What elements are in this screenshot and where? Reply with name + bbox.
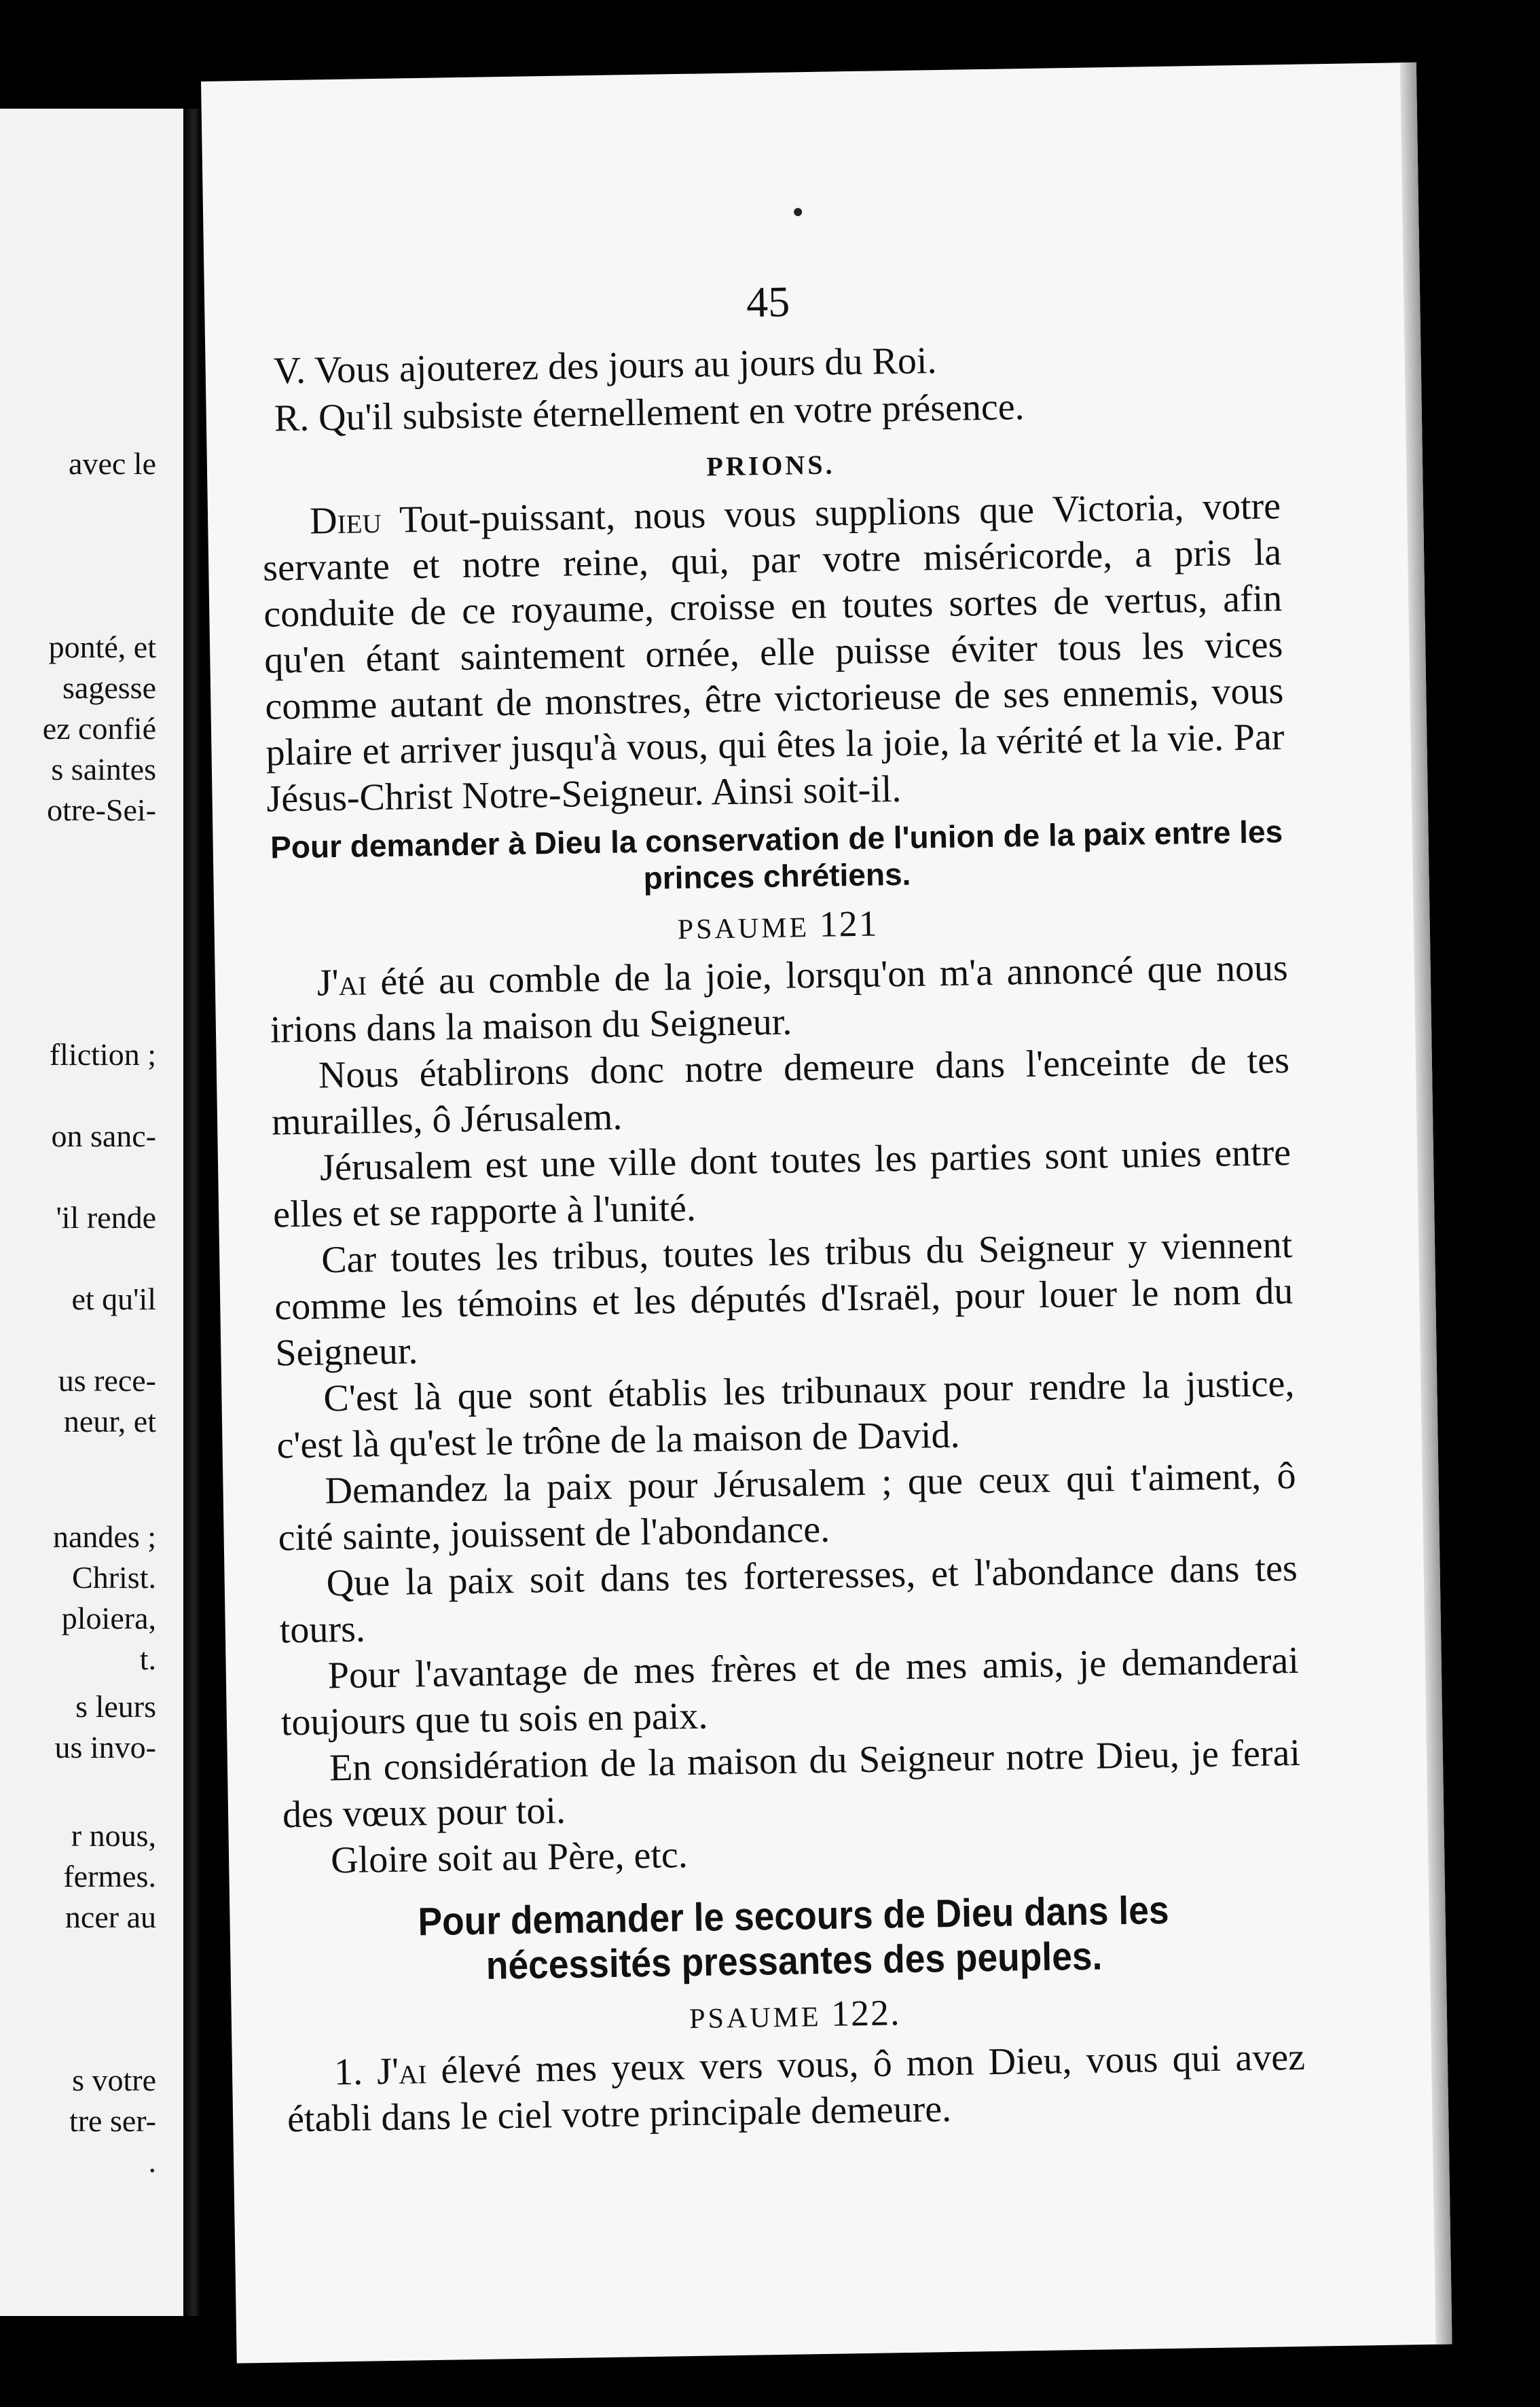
left-line: avec le <box>69 446 156 481</box>
left-line: ploiera, <box>61 1601 156 1635</box>
left-line: neur, et <box>63 1404 156 1438</box>
psalm-121-verse: C'est là que sont établis les tribunaux pour rendre la justice, c'est là qu'est le trône de la maison de David. <box>276 1362 1295 1467</box>
book-page <box>201 62 1452 2364</box>
psalm-121-verse: Car toutes les tribus, toutes les tribus du Seigneur y viennent comme les témoins et les députés d'Israël, pour louer le nom du Seigneur. <box>274 1223 1294 1375</box>
left-line: r nous, <box>71 1818 156 1853</box>
left-line: sagesse <box>62 670 156 705</box>
psalm-number: 122. <box>830 1991 901 2034</box>
prayer-lead: Dieu <box>309 499 382 543</box>
psalm-121-heading <box>268 896 1287 954</box>
left-line: et qu'il <box>71 1282 156 1316</box>
section-title-necessities: Pour demander le secours de Dieu dans les nécessités pressantes des peuples. <box>418 1887 1170 1988</box>
psalm-122-heading <box>285 1985 1304 2044</box>
book-spine <box>183 109 201 2316</box>
left-line: us invo- <box>54 1730 156 1764</box>
left-line: fliction ; <box>49 1037 156 1072</box>
left-line: ez confié <box>42 711 156 746</box>
psalm-label: PSAUME <box>677 911 810 945</box>
left-line: fermes. <box>63 1859 156 1894</box>
psalm-121-verse: En considération de la maison du Seigneur notre Dieu, je ferai des vœux pour toi. <box>282 1731 1301 1836</box>
prayer-text: Tout-puissant, nous vous supplions que Victoria, votre servante et notre reine, qui, par votre miséricorde, a pris la conduite de ce royaume, croisse en toutes sortes de vertus, afin qu'en étant saintement ornée, elle puisse éviter tous les vices comme autant de monstres, être victorieuse de ses ennemis, vous plaire et arriver jusqu'à vous, qui êtes la joie, la vérité et la vie. Par Jésus-Christ Notre-Seigneur. Ainsi soit-il. <box>262 484 1285 820</box>
left-line: . <box>148 2144 156 2179</box>
versicle-v: V. Vous ajouterez des jours au jours du Roi. <box>273 339 937 393</box>
left-line: nandes ; <box>52 1519 156 1554</box>
left-line: tre ser- <box>69 2103 156 2138</box>
page-number: 45 <box>746 277 790 327</box>
ink-dot <box>794 208 802 216</box>
verse-text: été au comble de la joie, lorsqu'on m'a annoncé que nous irions dans la maison du Seigneur. <box>270 946 1289 1051</box>
psalm-121-verse: Demandez la paix pour Jérusalem ; que ceux qui t'aiment, ô cité sainte, jouissent de l'abondance. <box>278 1454 1296 1559</box>
prayer-paragraph <box>262 483 1285 822</box>
left-line: us rece- <box>58 1363 156 1398</box>
verse-lead: J'ai <box>376 2049 427 2093</box>
versicle-r: R. Qu'il subsiste éternellement en votre présence. <box>274 385 1025 440</box>
left-line: otre-Sei- <box>47 793 156 827</box>
left-line: t. <box>139 1642 156 1676</box>
psalm-121-verse: Gloire soit au Père, etc. <box>330 1833 689 1882</box>
left-line: s votre <box>72 2063 156 2097</box>
verse-lead: J'ai <box>316 961 367 1005</box>
page-content <box>259 268 1306 2142</box>
prions-heading: PRIONS. <box>706 449 835 482</box>
psalm-number: 121 <box>819 903 879 945</box>
section-title-union-peace: Pour demander à Dieu la conservation de l'union de la paix entre les princes chrétiens. <box>270 813 1283 896</box>
left-line: ncer au <box>65 1900 156 1934</box>
left-line: 'il rende <box>56 1200 156 1235</box>
page-edge <box>1400 62 1452 2345</box>
left-line: Christ. <box>72 1560 156 1595</box>
psalm-121-verse: Nous établirons donc notre demeure dans l'enceinte de tes murailles, ô Jérusalem. <box>271 1038 1290 1144</box>
verse-text: élevé mes yeux vers vous, ô mon Dieu, vous qui avez établi dans le ciel votre principale demeure. <box>287 2035 1306 2141</box>
psalm-label: PSAUME <box>689 2001 822 2035</box>
left-line: on sanc- <box>51 1119 156 1153</box>
psalm-121-verse: Pour l'avantage de mes frères et de mes amis, je demanderai toujours que tu sois en paix. <box>280 1639 1300 1744</box>
verse-number: 1. <box>333 2050 363 2094</box>
left-line: s leurs <box>75 1689 156 1724</box>
left-facing-page <box>0 109 183 2316</box>
psalm-121-verse <box>269 945 1289 1053</box>
psalm-121-verse: Jérusalem est une ville dont toutes les parties sont unies entre elles et se rapporte à l'unité. <box>272 1131 1291 1236</box>
psalm-122-verse <box>287 2034 1306 2143</box>
left-line: ponté, et <box>48 630 156 664</box>
psalm-121-verse: Que la paix soit dans tes forteresses, et l'abondance dans tes tours. <box>279 1546 1298 1652</box>
left-line: s saintes <box>51 752 156 786</box>
